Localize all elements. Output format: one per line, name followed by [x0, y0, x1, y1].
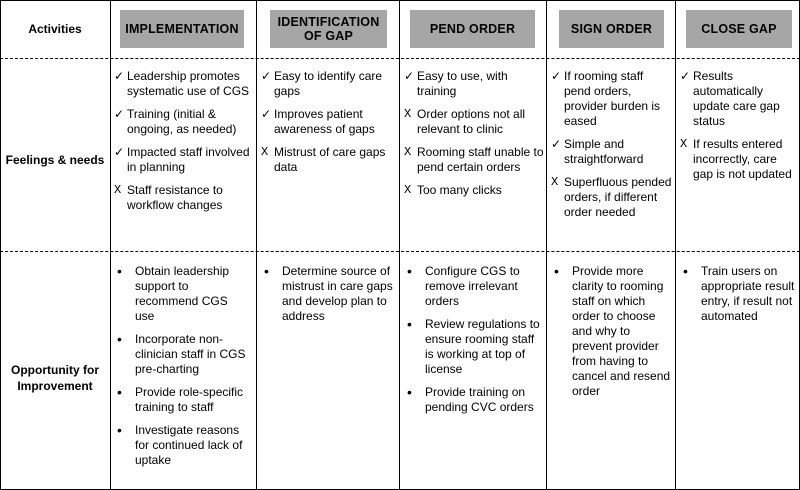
- feeling-text: Training (initial & ongoing, as needed): [127, 107, 237, 136]
- opportunity-text: Provide training on pending CVC orders: [425, 385, 534, 414]
- opportunity-item: [114, 264, 250, 324]
- column-divider: [110, 0, 111, 490]
- feeling-text: If results entered incorrectly, care gap is not updated: [693, 137, 792, 181]
- opportunity-item: [551, 264, 673, 399]
- bullet-icon: •: [117, 384, 122, 400]
- header-pend-order: PEND ORDER: [410, 10, 535, 48]
- x-mark-icon: X: [404, 107, 412, 121]
- column-divider: [399, 0, 400, 490]
- feeling-text: Easy to identify care gaps: [274, 69, 383, 98]
- opportunity-text: Obtain leadership support to recommend CGS use: [135, 264, 230, 323]
- check-mark-icon: ✓: [114, 107, 125, 121]
- row-label-opportunity: Opportunity for Improvement: [11, 363, 99, 393]
- feeling-text: Leadership promotes systematic use of CGS: [127, 69, 250, 98]
- column-divider: [546, 0, 547, 490]
- bullet-icon: •: [407, 384, 412, 400]
- feeling-item: [551, 175, 673, 220]
- check-mark-icon: ✓: [114, 145, 125, 159]
- x-mark-icon: X: [680, 137, 688, 151]
- bullet-icon: •: [407, 316, 412, 332]
- header-sign-order: SIGN ORDER: [559, 10, 664, 48]
- opportunity-text: Provide role-specific training to staff: [135, 385, 244, 414]
- feeling-text: Rooming staff unable to pend certain orders: [417, 145, 544, 174]
- opportunity-text: Configure CGS to remove irrelevant orders: [425, 264, 520, 308]
- opportunity-item: [261, 264, 397, 324]
- feeling-item: [551, 137, 673, 167]
- x-mark-icon: X: [551, 175, 559, 189]
- feeling-text: Results automatically update care gap status: [693, 69, 780, 128]
- opportunity-item: [114, 332, 250, 377]
- feeling-item: [551, 69, 673, 129]
- feeling-item: [680, 137, 798, 182]
- feeling-text: Mistrust of care gaps data: [274, 145, 386, 174]
- feeling-text: Easy to use, with training: [417, 69, 508, 98]
- feeling-item: [404, 69, 544, 99]
- x-mark-icon: X: [261, 145, 269, 159]
- opportunity-item: [404, 385, 544, 415]
- row-divider: [0, 58, 800, 59]
- feeling-item: [114, 107, 250, 137]
- feeling-item: [261, 107, 397, 137]
- feeling-text: Impacted staff involved in planning: [127, 145, 250, 174]
- row-label-feelings: Feelings & needs: [5, 153, 105, 167]
- opportunity-text: Incorporate non-clinician staff in CGS pre-charting: [135, 332, 246, 376]
- opportunity-text: Train users on appropriate result entry, if result not automated: [701, 264, 795, 323]
- opportunity-item: [114, 423, 250, 468]
- feeling-item: [404, 145, 544, 175]
- opportunity-cell-identification: [261, 264, 397, 332]
- x-mark-icon: X: [404, 145, 412, 159]
- check-mark-icon: ✓: [261, 69, 272, 83]
- opportunity-text: Review regulations to ensure rooming staff is working at top of license: [425, 317, 540, 376]
- feeling-item: [404, 183, 544, 198]
- opportunity-cell-pend-order: [404, 264, 544, 423]
- opportunity-item: [404, 264, 544, 309]
- feeling-text: Improves patient awareness of gaps: [274, 107, 375, 136]
- bullet-icon: •: [554, 263, 559, 279]
- check-mark-icon: ✓: [551, 137, 562, 151]
- opportunity-cell-sign-order: [551, 264, 673, 407]
- feeling-text: Staff resistance to workflow changes: [127, 183, 223, 212]
- opportunity-item: [680, 264, 798, 324]
- feeling-text: Simple and straightforward: [564, 137, 644, 166]
- opportunity-item: [404, 317, 544, 377]
- feelings-cell-identification: [261, 69, 397, 183]
- column-divider: [675, 0, 676, 490]
- feelings-cell-pend-order: [404, 69, 544, 206]
- bullet-icon: •: [117, 331, 122, 347]
- feeling-item: [114, 69, 250, 99]
- check-mark-icon: ✓: [114, 69, 125, 83]
- check-mark-icon: ✓: [404, 69, 415, 83]
- header-identification-of-gap: IDENTIFICATION OF GAP: [270, 10, 387, 48]
- feeling-item: [680, 69, 798, 129]
- header-close-gap: CLOSE GAP: [686, 10, 792, 48]
- feeling-text: If rooming staff pend orders, provider burden is eased: [564, 69, 661, 128]
- feeling-item: [261, 145, 397, 175]
- feeling-item: [114, 183, 250, 213]
- feeling-text: Superfluous pended orders, if different order needed: [564, 175, 672, 219]
- x-mark-icon: X: [404, 183, 412, 197]
- feelings-cell-close-gap: [680, 69, 798, 190]
- feeling-item: [404, 107, 544, 137]
- feeling-item: [114, 145, 250, 175]
- row-label-activities: Activities: [28, 22, 82, 36]
- bullet-icon: •: [683, 263, 688, 279]
- check-mark-icon: ✓: [261, 107, 272, 121]
- feelings-cell-sign-order: [551, 69, 673, 228]
- bullet-icon: •: [264, 263, 269, 279]
- check-mark-icon: ✓: [680, 69, 691, 83]
- feeling-text: Order options not all relevant to clinic: [417, 107, 526, 136]
- column-divider: [256, 0, 257, 490]
- opportunity-text: Determine source of mistrust in care gaps and develop plan to address: [282, 264, 393, 323]
- opportunity-cell-close-gap: [680, 264, 798, 332]
- bullet-icon: •: [407, 263, 412, 279]
- opportunity-cell-implementation: [114, 264, 250, 476]
- opportunity-text: Investigate reasons for continued lack of uptake: [135, 423, 243, 467]
- opportunity-text: Provide more clarity to rooming staff on which order to choose and why to prevent provider from having to cancel and resend order: [572, 264, 671, 398]
- row-divider: [0, 251, 800, 252]
- feeling-item: [261, 69, 397, 99]
- bullet-icon: •: [117, 422, 122, 438]
- check-mark-icon: ✓: [551, 69, 562, 83]
- bullet-icon: •: [117, 263, 122, 279]
- feeling-text: Too many clicks: [417, 183, 502, 197]
- opportunity-item: [114, 385, 250, 415]
- header-implementation: IMPLEMENTATION: [120, 10, 244, 48]
- x-mark-icon: X: [114, 183, 122, 197]
- feelings-cell-implementation: [114, 69, 250, 221]
